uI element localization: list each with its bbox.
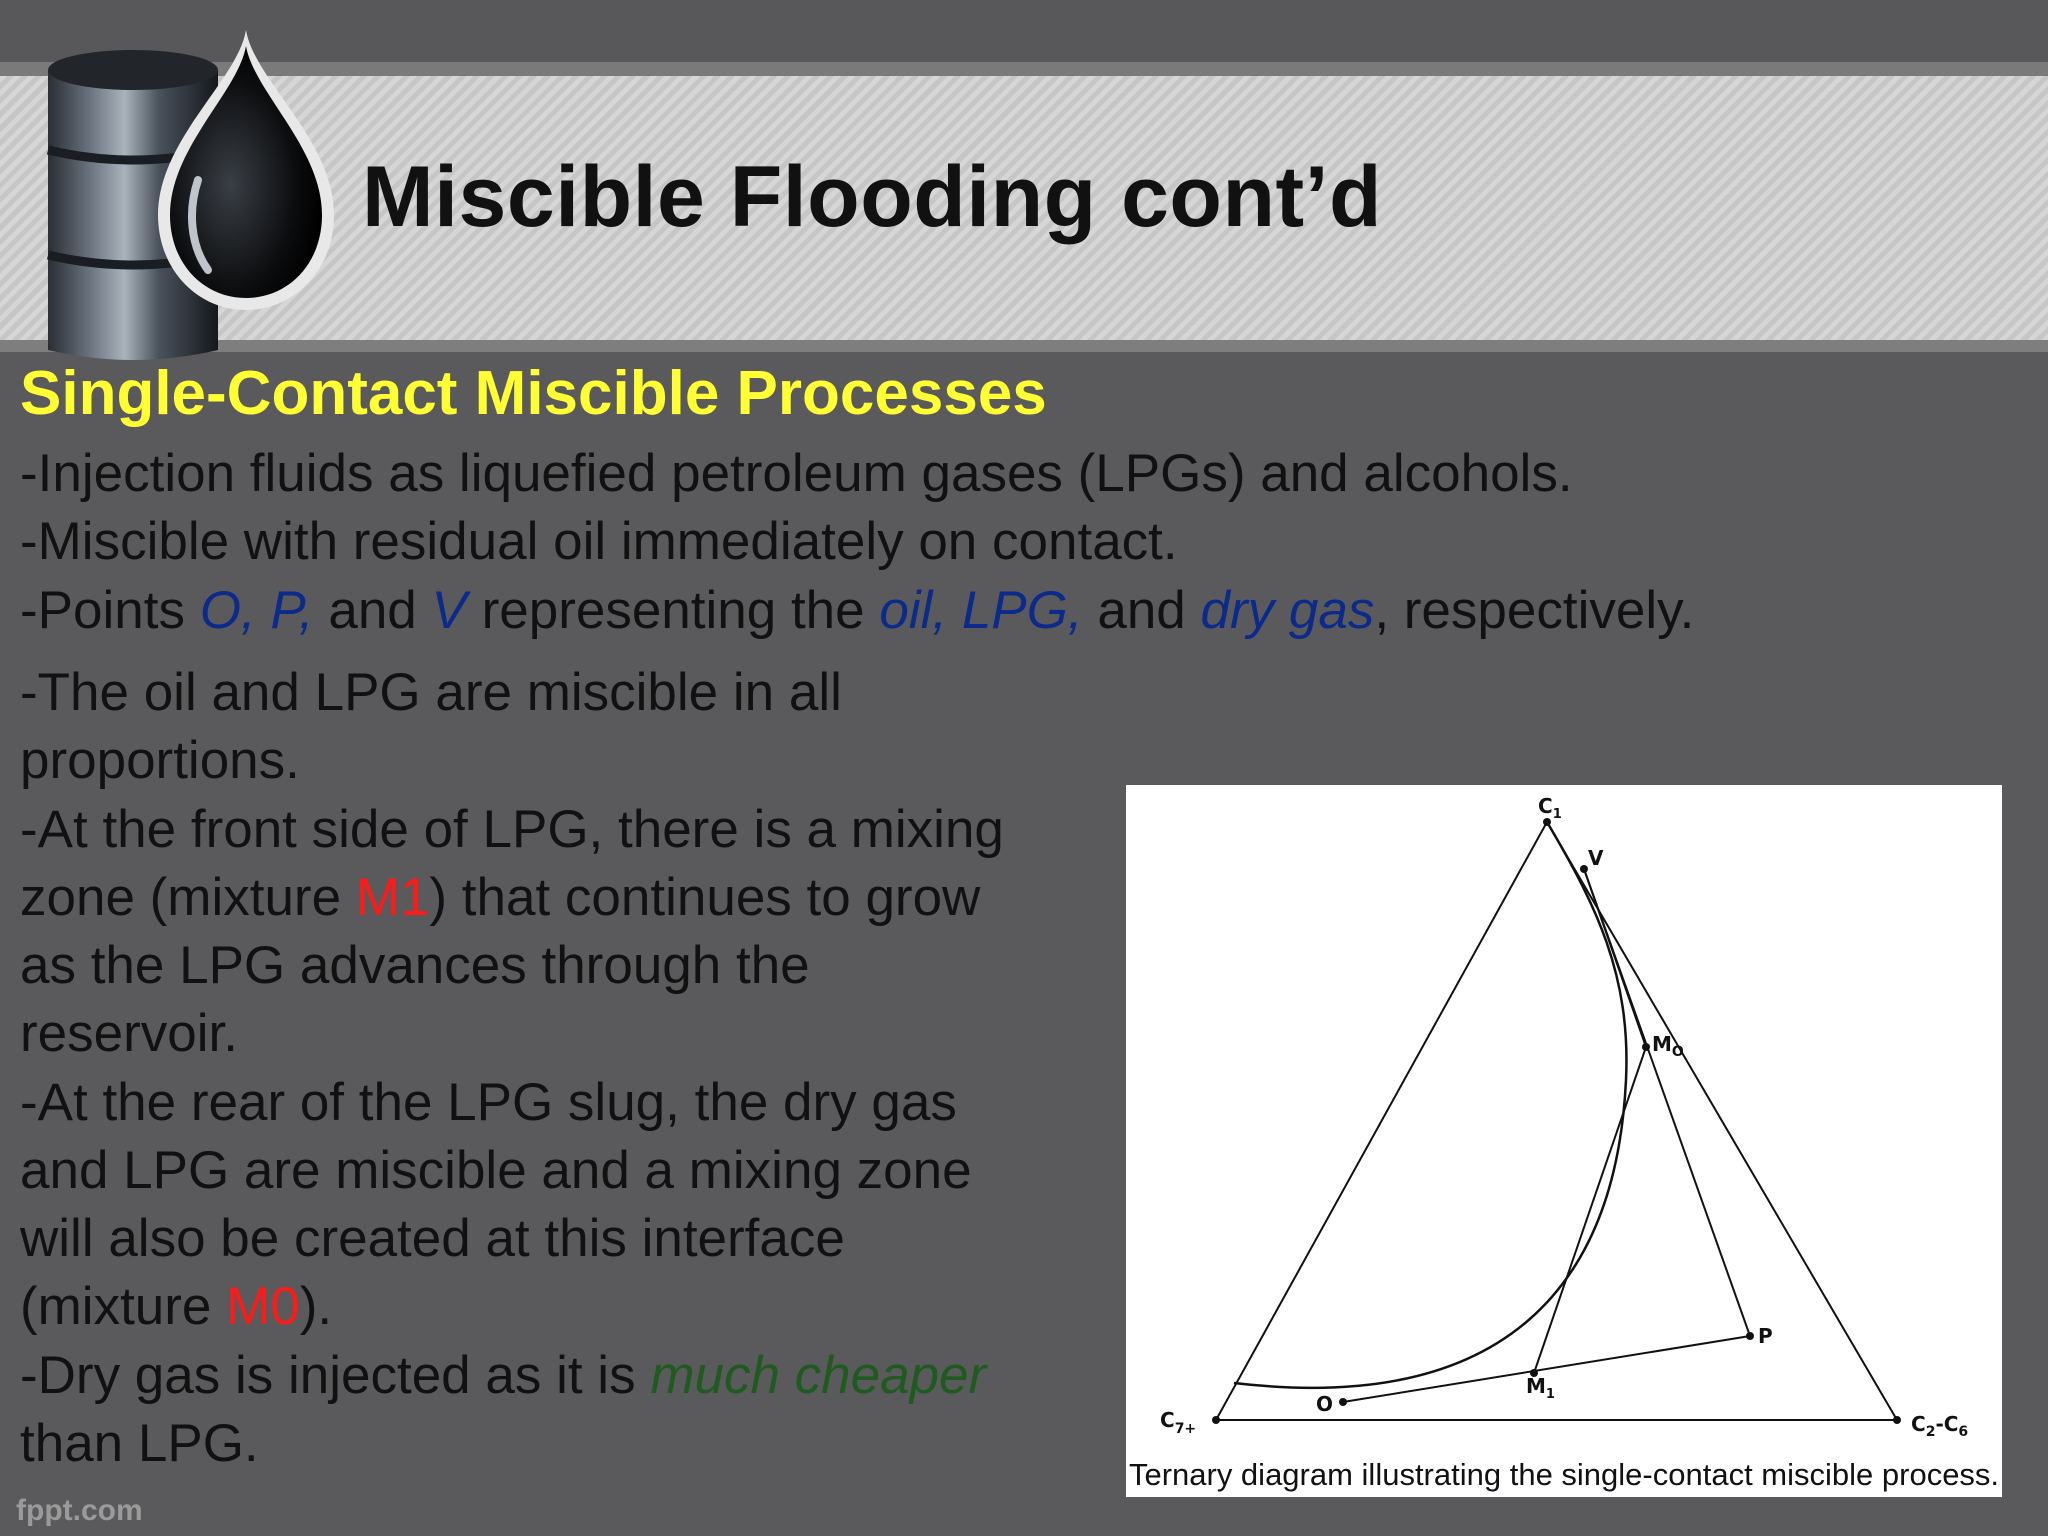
watermark: fppt.com: [16, 1494, 143, 1527]
bullet-line: proportions.: [20, 731, 300, 790]
bullet-dry-gas-cheaper: [20, 1345, 986, 1406]
point-v-label: V: [431, 581, 467, 640]
label-m1: $M_1$: [1526, 1374, 1555, 1402]
point-c1: [1543, 818, 1551, 826]
oil-barrel-drop-icon: [38, 30, 338, 360]
label-o: O: [1316, 1392, 1334, 1416]
label-c1: $C_1$: [1538, 794, 1562, 822]
bullet-rear-slug: -At the rear of the LPG slug, the dry gas: [20, 1073, 957, 1132]
bullet-line: [20, 1276, 332, 1337]
much-cheaper-label: much cheaper: [650, 1346, 987, 1405]
label-mo: $M_O$: [1652, 1032, 1684, 1060]
text-fragment: zone (mixture: [20, 868, 356, 927]
ternary-diagram: [1126, 785, 2002, 1455]
oil-lpg-label: oil, LPG,: [879, 581, 1083, 640]
two-phase-boundary-curve: [1234, 822, 1626, 1388]
bullet-line: than LPG.: [20, 1414, 259, 1473]
bullet-line: as the LPG advances through the: [20, 936, 810, 995]
bullet-line: [20, 867, 980, 928]
line-mo-m1: [1534, 1047, 1646, 1373]
text-fragment: , respectively.: [1374, 581, 1695, 640]
label-c2-c6: $C_2-C_6$: [1911, 1412, 1969, 1440]
label-v: V: [1588, 846, 1604, 870]
bullet-oil-lpg-miscible: -The oil and LPG are miscible in all: [20, 663, 842, 722]
point-p-label: P,: [270, 581, 314, 640]
text-fragment: representing the: [466, 581, 880, 640]
bullet-line: reservoir.: [20, 1004, 238, 1063]
bullet-points-representing: [20, 580, 1694, 641]
label-c7: $C_{7+}$: [1160, 1408, 1197, 1437]
text-fragment: and: [1082, 581, 1201, 640]
text-fragment: (mixture: [20, 1277, 227, 1336]
bullet-front-side: -At the front side of LPG, there is a mixing: [20, 800, 1004, 859]
bullet-injection-fluids: -Injection fluids as liquefied petroleum gases (LPGs) and alcohols.: [20, 444, 1573, 503]
text-fragment: [256, 581, 271, 640]
dry-gas-label: dry gas: [1200, 581, 1375, 640]
text-fragment: and: [313, 581, 432, 640]
ternary-diagram-figure: [1126, 785, 2002, 1497]
point-o-label: O,: [199, 581, 256, 640]
point-mo: [1642, 1043, 1650, 1051]
text-fragment: ) that continues to grow: [429, 868, 981, 927]
point-v: [1580, 865, 1588, 873]
label-p: P: [1758, 1324, 1773, 1348]
point-o: [1339, 1398, 1347, 1406]
point-c7: [1212, 1416, 1220, 1424]
mixture-m1-label: M1: [355, 868, 430, 927]
point-p: [1746, 1332, 1754, 1340]
text-fragment: ).: [299, 1277, 333, 1336]
text-fragment: -Dry gas is injected as it is: [20, 1346, 651, 1405]
figure-caption: Ternary diagram illustrating the single-contact miscible process.: [1128, 1457, 2000, 1492]
section-subtitle: Single-Contact Miscible Processes: [20, 359, 1047, 428]
bullet-line: will also be created at this interface: [20, 1209, 845, 1268]
mixture-m0-label: M0: [226, 1277, 300, 1336]
line-v-mo: [1584, 869, 1646, 1047]
point-c2-c6: [1893, 1416, 1901, 1424]
bullet-miscible-residual: -Miscible with residual oil immediately on contact.: [20, 512, 1178, 571]
slide-title: Miscible Flooding cont’d: [362, 149, 1383, 245]
triangle-left-edge: [1216, 822, 1547, 1420]
text-fragment: -Points: [20, 581, 200, 640]
bullet-line: and LPG are miscible and a mixing zone: [20, 1141, 972, 1200]
